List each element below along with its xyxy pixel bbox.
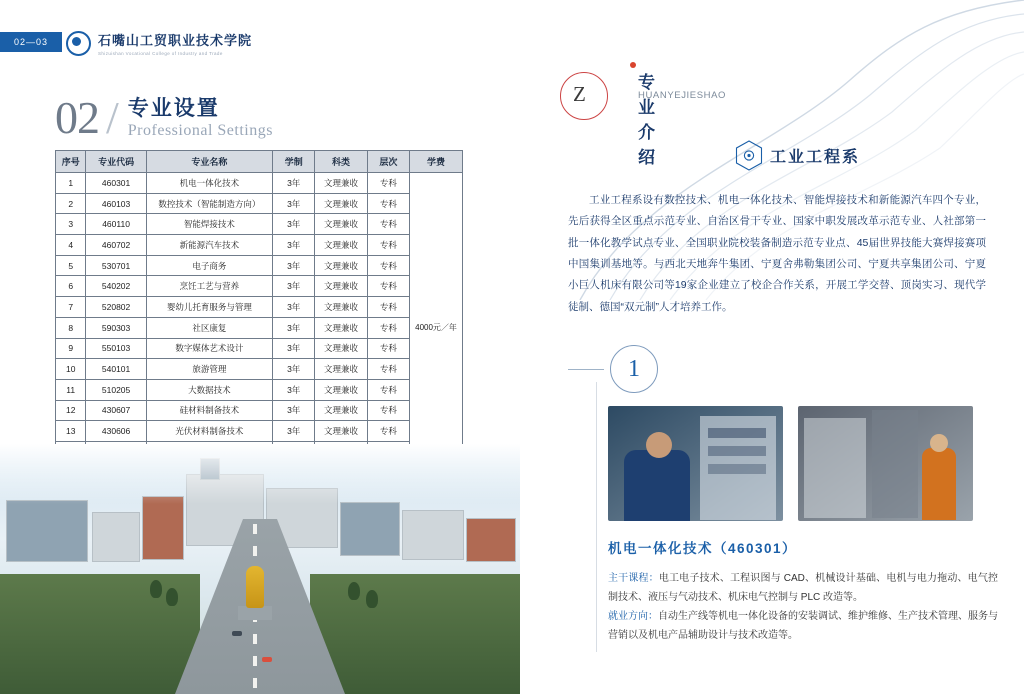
cell-level: 专科: [367, 379, 409, 400]
table-row: [56, 276, 463, 297]
th-len: 学制: [273, 151, 315, 173]
table-header-row: [56, 151, 463, 173]
cell-name: 婴幼儿托育服务与管理: [146, 297, 272, 318]
cell-code: 460702: [86, 235, 146, 256]
cell-len: 3年: [273, 338, 315, 359]
table-row: [56, 359, 463, 380]
section-number: 02: [55, 92, 99, 143]
cell-name: 智能焊接技术: [146, 214, 272, 235]
cell-kind: 文理兼收: [315, 400, 367, 421]
cell-code: 430606: [86, 421, 146, 442]
section-title-cn: 专业设置: [127, 97, 220, 120]
divider-line: [568, 369, 604, 370]
cell-name: 光伏材料制备技术: [146, 421, 272, 442]
cell-level: 专科: [367, 297, 409, 318]
cell-code: 460103: [86, 193, 146, 214]
department-heading: [735, 140, 860, 171]
cell-no: 5: [56, 255, 86, 276]
cell-code: 510205: [86, 379, 146, 400]
cell-no: 2: [56, 193, 86, 214]
cell-level: 专科: [367, 400, 409, 421]
table-row: [56, 173, 463, 194]
cell-name: 新能源汽车技术: [146, 235, 272, 256]
cell-kind: 文理兼收: [315, 173, 367, 194]
photo-student-electrical-cabinet: [608, 406, 783, 521]
cell-kind: 文理兼收: [315, 193, 367, 214]
th-name: 专业名称: [146, 151, 272, 173]
cell-len: 3年: [273, 255, 315, 276]
cell-code: 550103: [86, 338, 146, 359]
vertical-rule: [596, 382, 597, 652]
cell-kind: 文理兼收: [315, 255, 367, 276]
college-emblem-icon: [66, 31, 91, 56]
table-row: [56, 338, 463, 359]
page-number-tab: 02—03: [0, 32, 62, 52]
intro-title-en: HUANYEJIESHAO: [638, 90, 727, 101]
table-row: [56, 379, 463, 400]
major-photo-gallery: [608, 406, 973, 521]
cell-kind: 文理兼收: [315, 338, 367, 359]
cell-len: 3年: [273, 359, 315, 380]
cell-code: 540202: [86, 276, 146, 297]
cell-len: 3年: [273, 193, 315, 214]
cell-code: 540101: [86, 359, 146, 380]
cell-no: 10: [56, 359, 86, 380]
cell-fee: 4000元／年: [410, 173, 463, 483]
cell-len: 3年: [273, 379, 315, 400]
cell-no: 8: [56, 317, 86, 338]
cell-len: 3年: [273, 173, 315, 194]
th-fee: 学费: [410, 151, 463, 173]
campus-aerial-photo: [0, 444, 520, 694]
cell-kind: 文理兼收: [315, 297, 367, 318]
cell-len: 3年: [273, 400, 315, 421]
department-name: 工业工程系: [770, 149, 861, 166]
cell-kind: 文理兼收: [315, 235, 367, 256]
table-row: [56, 214, 463, 235]
table-row: [56, 193, 463, 214]
th-level: 层次: [367, 151, 409, 173]
cell-no: 9: [56, 338, 86, 359]
th-code: 专业代码: [86, 151, 146, 173]
intro-letter: Z: [573, 82, 586, 106]
cell-name: 机电一体化技术: [146, 173, 272, 194]
cell-len: 3年: [273, 421, 315, 442]
table-row: [56, 255, 463, 276]
cell-name: 硅材料制备技术: [146, 400, 272, 421]
majors-table: [55, 150, 463, 483]
cell-code: 460301: [86, 173, 146, 194]
cell-name: 电子商务: [146, 255, 272, 276]
cell-code: 430607: [86, 400, 146, 421]
item-number-divider: [568, 345, 988, 393]
cell-len: 3年: [273, 317, 315, 338]
cell-kind: 文理兼收: [315, 317, 367, 338]
cell-level: 专科: [367, 338, 409, 359]
cell-level: 专科: [367, 317, 409, 338]
cell-code: 530701: [86, 255, 146, 276]
cell-kind: 文理兼收: [315, 379, 367, 400]
cell-level: 专科: [367, 173, 409, 194]
cell-name: 大数据技术: [146, 379, 272, 400]
hexagon-gear-icon: [735, 140, 763, 171]
cell-level: 专科: [367, 193, 409, 214]
intro-dot-icon: [630, 62, 636, 68]
cell-name: 烹饪工艺与营养: [146, 276, 272, 297]
photo-workshop-machinery: [798, 406, 973, 521]
college-logo: [66, 30, 252, 56]
section-slash: /: [106, 92, 119, 143]
cell-no: 4: [56, 235, 86, 256]
cell-no: 11: [56, 379, 86, 400]
core-courses-text: 电工电子技术、工程识图与 CAD、机械设计基础、电机与电力拖动、电气控制技术、液压与气动技术、机床电气控制与 PLC 改造等。: [608, 573, 998, 603]
intro-title-cn: 专业介绍: [638, 73, 657, 167]
major-name-heading: 机电一体化技术（460301）: [608, 541, 798, 556]
cell-no: 7: [56, 297, 86, 318]
employment-label: 就业方向：: [608, 611, 658, 622]
th-kind: 科类: [315, 151, 367, 173]
cell-kind: 文理兼收: [315, 214, 367, 235]
cell-kind: 文理兼收: [315, 359, 367, 380]
cell-len: 3年: [273, 297, 315, 318]
employment-text: 自动生产线等机电一体化设备的安装调试、维护维修、生产技术管理、服务与营销以及机电产品辅助设计与技术改造等。: [608, 611, 998, 641]
cell-kind: 文理兼收: [315, 421, 367, 442]
cell-level: 专科: [367, 359, 409, 380]
cell-kind: 文理兼收: [315, 276, 367, 297]
cell-code: 460110: [86, 214, 146, 235]
item-number-badge: 1: [610, 345, 658, 393]
th-no: 序号: [56, 151, 86, 173]
cell-level: 专科: [367, 255, 409, 276]
table-row: [56, 235, 463, 256]
core-courses-paragraph: [608, 570, 998, 607]
table-row: [56, 297, 463, 318]
cell-len: 3年: [273, 276, 315, 297]
cell-no: 1: [56, 173, 86, 194]
section-heading: [55, 92, 273, 143]
cell-code: 520802: [86, 297, 146, 318]
cell-no: 3: [56, 214, 86, 235]
table-row: [56, 317, 463, 338]
cell-level: 专科: [367, 235, 409, 256]
cell-name: 旅游管理: [146, 359, 272, 380]
cell-no: 6: [56, 276, 86, 297]
section-title-en: Professional Settings: [127, 122, 273, 140]
college-name-cn: 石嘴山工贸职业技术学院: [98, 33, 253, 48]
cell-code: 590303: [86, 317, 146, 338]
college-name-en: Shizuishan Vocational College of Industry and Trade: [98, 51, 223, 56]
cell-name: 数控技术（智能制造方向）: [146, 193, 272, 214]
core-courses-label: 主干课程：: [608, 573, 659, 584]
employment-paragraph: [608, 608, 998, 645]
cell-len: 3年: [273, 235, 315, 256]
department-description: 工业工程系设有数控技术、机电一体化技术、智能焊接技术和新能源汽车四个专业，先后获得全区重点示范专业、自治区骨干专业、国家中职发展改革示范专业、人社部第一批一体化教学试点专业、全国职业院校装备制造示范专业点、45届世界技能大赛焊接赛项中国集训基地等。与西北天地奔牛集团、宁夏舍弗勒集团公司、宁夏共享集团公司、宁夏小巨人机床有限公司等19家企业建立了校企合作关系，开展工学交替、顶岗实习、现代学徒制、德国“双元制”人才培养工作。: [568, 194, 986, 313]
cell-name: 数字媒体艺术设计: [146, 338, 272, 359]
cell-level: 专科: [367, 214, 409, 235]
cell-no: 12: [56, 400, 86, 421]
cell-no: 13: [56, 421, 86, 442]
cell-len: 3年: [273, 214, 315, 235]
cell-level: 专科: [367, 276, 409, 297]
cell-name: 社区康复: [146, 317, 272, 338]
right-page: [520, 0, 1024, 694]
table-row: [56, 400, 463, 421]
table-row: [56, 421, 463, 442]
cell-level: 专科: [367, 421, 409, 442]
